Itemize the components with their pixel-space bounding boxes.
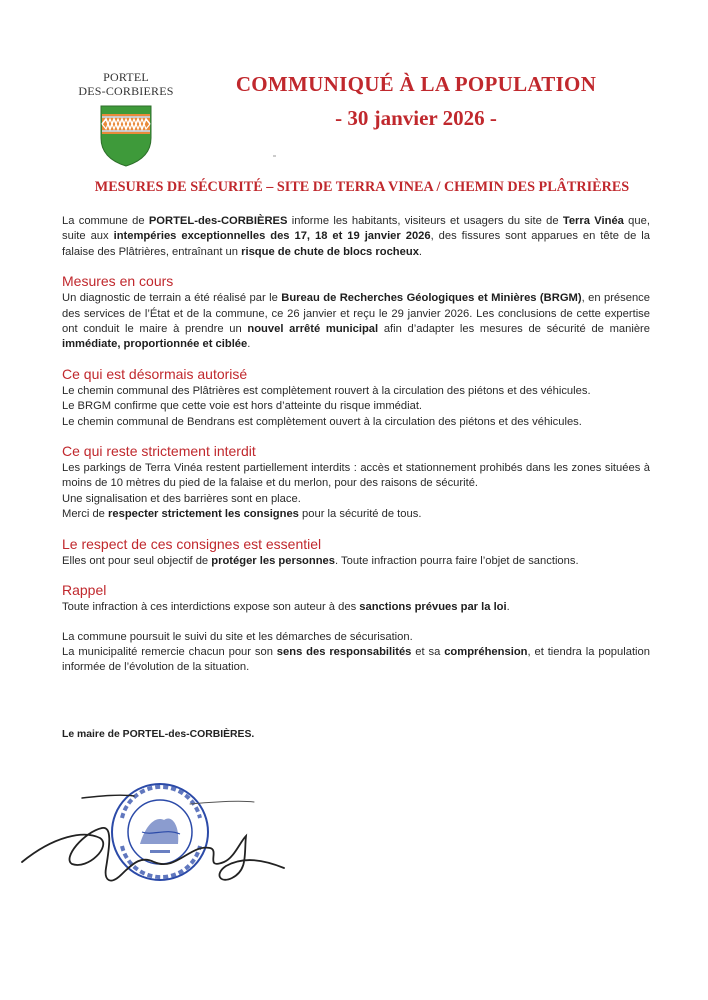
coat-of-arms-icon bbox=[99, 104, 153, 168]
town-name-line2: DES-CORBIERES bbox=[78, 84, 174, 98]
official-stamp bbox=[112, 784, 208, 880]
respect-paragraph: Elles ont pour seul objectif de protéger les personnes. Toute infraction pourra faire l’objet de sanctions. bbox=[62, 554, 579, 567]
header-titles bbox=[196, 70, 636, 132]
closing-line: La commune poursuit le suivi du site et les démarches de sécurisation. bbox=[62, 630, 413, 643]
heading-autorise: Ce qui est désormais autorisé bbox=[62, 365, 248, 382]
closing-paragraph: La municipalité remercie chacun pour son sens des responsabilités et sa compréhension, et tiendra la population informée de l’évolution de la situation. bbox=[62, 645, 650, 674]
section-respect bbox=[62, 535, 650, 569]
heading-respect: Le respect de ces consignes est essentiel bbox=[62, 535, 322, 552]
scan-speck bbox=[273, 155, 276, 157]
section-interdit bbox=[62, 442, 650, 523]
interdit-line: Une signalisation et des barrières sont en place. bbox=[62, 492, 301, 505]
town-logo bbox=[78, 70, 174, 168]
page-title: COMMUNIQUÉ À LA POPULATION bbox=[235, 72, 597, 96]
page-date: - 30 janvier 2026 - bbox=[335, 106, 497, 130]
intro-paragraph: La commune de PORTEL-des-CORBIÈRES informe les habitants, visiteurs et usagers du site de Terra Vinéa que, suite aux intempéries exceptionnelles des 17, 18 et 19 janvier 2026, des fissures sont apparues en tête de la falaise des Plâtrières, entraînant un risque de chute de blocs rocheux. bbox=[62, 215, 651, 258]
interdit-line: Merci de respecter strictement les consignes pour la sécurité de tous. bbox=[62, 508, 422, 521]
section-autorise bbox=[62, 365, 650, 430]
town-name-line1: PORTEL bbox=[103, 70, 149, 84]
autorise-line: Le chemin communal des Plâtrières est complètement rouvert à la circulation des piétons et des véhicules. bbox=[62, 384, 591, 397]
section-mesures bbox=[62, 272, 650, 353]
heading-rappel: Rappel bbox=[62, 582, 107, 599]
signature-label: Le maire de PORTEL-des-CORBIÈRES. bbox=[62, 729, 255, 740]
signature-and-stamp bbox=[14, 770, 294, 910]
autorise-line: Le BRGM confirme que cette voie est hors d’atteinte du risque immédiat. bbox=[62, 400, 423, 413]
interdit-line: Les parkings de Terra Vinéa restent partiellement interdits : accès et stationnement prohibés dans les zones situées à moins de 10 mètres du pied de la falaise et du merlon, pour des raisons de sécurité. bbox=[62, 462, 650, 490]
rappel-paragraph: Toute infraction à ces interdictions expose son auteur à des sanctions prévues par la loi. bbox=[62, 601, 510, 614]
heading-interdit: Ce qui reste strictement interdit bbox=[62, 443, 256, 460]
autorise-line: Le chemin communal de Bendrans est complètement ouvert à la circulation des piétons et des véhicules. bbox=[62, 415, 582, 428]
document-subtitle: MESURES DE SÉCURITÉ – SITE DE TERRA VINEA / CHEMIN DES PLÂTRIÈRES bbox=[94, 179, 630, 195]
section-rappel bbox=[62, 581, 650, 676]
mesures-paragraph: Un diagnostic de terrain a été réalisé par le Bureau de Recherches Géologiques et Minières (BRGM), en présence des services de l’État et de la commune, ce 26 janvier et reçu le 29 janvier 2026. Les conclusions de cette expertise ont conduit le maire à prendre un nouvel arrêté municipal afin d’adapter les mesures de sécurité de manière immédiate, proportionnée et ciblée. bbox=[62, 292, 651, 351]
document-body bbox=[62, 214, 650, 676]
heading-mesures: Mesures en cours bbox=[62, 273, 174, 290]
